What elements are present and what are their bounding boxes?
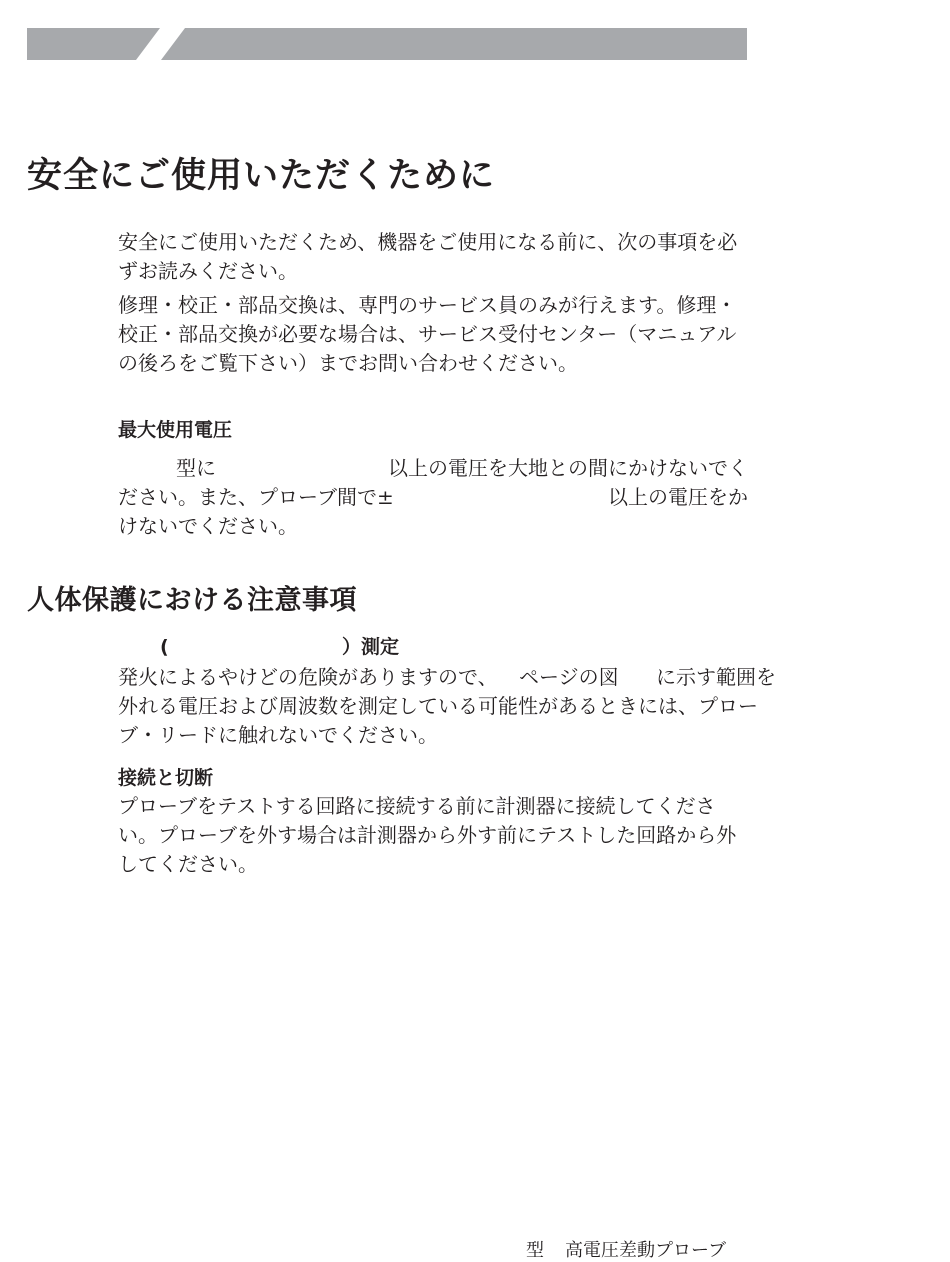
max-voltage-line2-a: ださい。また、プローブ間で±: [118, 485, 394, 509]
safety-intro-paragraph: 安全にご使用いただくため、機器をご使用になる前に、次の事項を必ずお読みください。: [118, 230, 738, 283]
measurement-line1-a: 発火によるやけどの危険がありますので、: [118, 665, 498, 689]
measurement-line3: ブ・リードに触れないでください。: [118, 723, 438, 747]
connect-disconnect-paragraph: プローブをテストする回路に接続する前に計測器に接続してください。プローブを外す場合は計測器から外す前にテストした回路から外してください。: [118, 794, 737, 876]
footer-product-name: 高電圧差動プローブ: [565, 1240, 727, 1261]
measurement-heading-open: (: [160, 636, 169, 658]
footer-model: 型: [526, 1240, 544, 1261]
header-band-right: [161, 28, 747, 60]
max-voltage-line1-a: 型に: [176, 456, 216, 480]
max-voltage-heading: 最大使用電圧: [118, 419, 233, 441]
measurement-line1-c: に示す範囲を: [656, 665, 776, 689]
measurement-heading-close: ）測定: [342, 636, 400, 658]
service-notice-paragraph: 修理・校正・部品交換は、専門のサービス員のみが行えます。修理・校正・部品交換が必要な場合は、サービス受付センター（マニュアルの後ろをご覧下さい）までお問い合わせください。: [118, 293, 737, 375]
personal-protection-title: 人体保護における注意事項: [27, 585, 357, 616]
measurement-line2: 外れる電圧および周波数を測定している可能性があるときには、プロー: [118, 694, 758, 718]
max-voltage-line3: けないでください。: [118, 514, 298, 538]
connect-disconnect-heading: 接続と切断: [118, 767, 214, 789]
header-band-graphic: [27, 28, 747, 60]
max-voltage-line2-b: 以上の電圧をか: [608, 485, 748, 509]
header-band-left: [27, 28, 160, 60]
safety-title: 安全にご使用いただくために: [27, 156, 496, 196]
measurement-line1-b: ページの図: [519, 665, 619, 689]
header-band: [27, 28, 747, 60]
max-voltage-line1-b: 以上の電圧を大地との間にかけないでく: [388, 456, 748, 480]
